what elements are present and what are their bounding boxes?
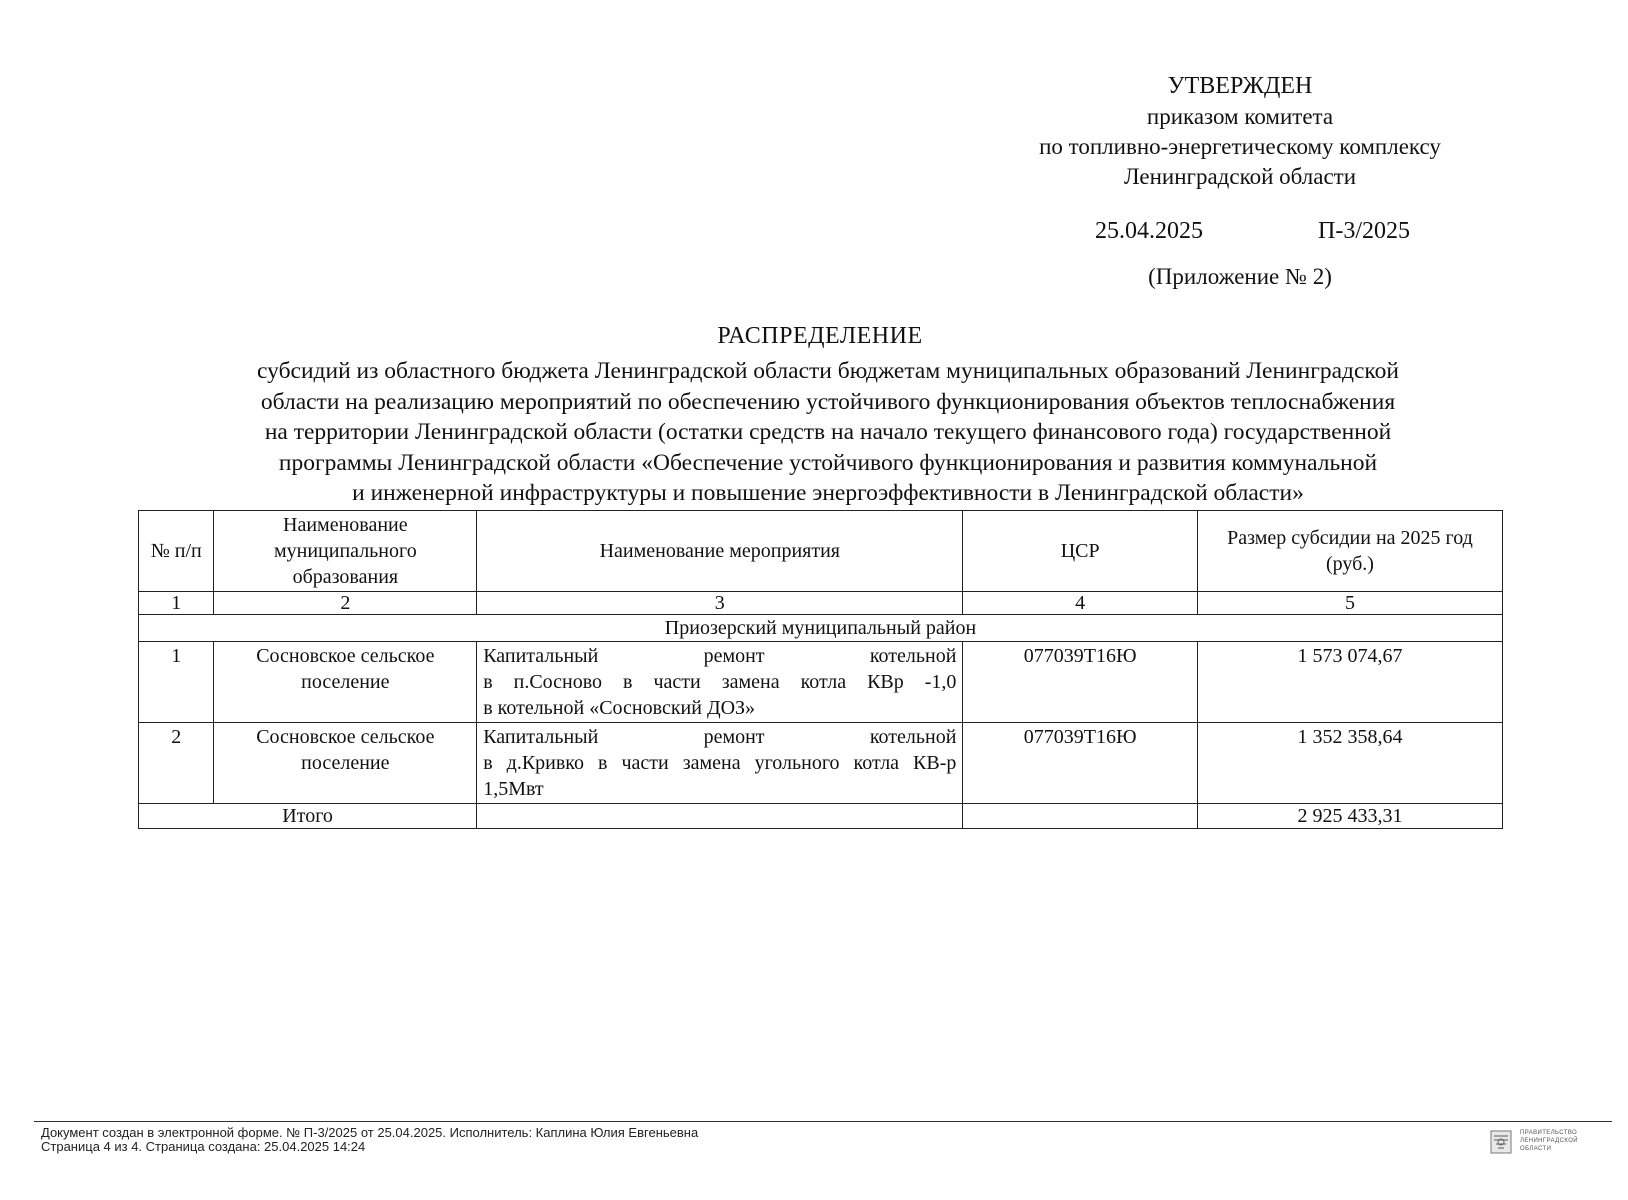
header-amount: Размер субсидии на 2025 год (руб.) [1197,511,1502,592]
document-subtitle [168,356,1488,509]
approval-line-2: по топливно-энергетическому комплексу [1039,134,1441,159]
footer-divider [34,1121,1612,1122]
total-csr-empty [963,804,1198,829]
row-activity [477,723,963,804]
approval-number: П-3/2025 [1318,218,1410,244]
row-amount: 1 352 358,64 [1197,723,1502,804]
table-row [139,723,1503,804]
appendix-label: (Приложение № 2) [1148,264,1332,289]
approval-block [980,70,1500,192]
footer-line-1: Документ создан в электронной форме. № П-3/2025 от 25.04.2025. Исполнитель: Каплина Юлия Евгеньевна [41,1125,699,1140]
district-name: Приозерский муниципальный район [139,615,1503,642]
activity-line: Капитальный ремонт котельной [483,726,957,748]
column-number: 5 [1197,592,1502,615]
header-activity: Наименование мероприятия [477,511,963,592]
subtitle-line: и инженерной инфраструктуры и повышение энергоэффективности в Ленинградской области» [352,480,1304,506]
approval-date: 25.04.2025 [1095,218,1203,244]
activity-line: в котельной «Сосновский ДОЗ» [483,697,756,719]
column-number: 1 [139,592,214,615]
total-label: Итого [139,804,477,829]
district-row [139,615,1503,642]
approval-line-1: приказом комитета [1146,104,1334,129]
total-amount: 2 925 433,31 [1197,804,1502,829]
table-row [139,642,1503,723]
total-activity-empty [477,804,963,829]
footer-line-2: Страница 4 из 4. Страница создана: 25.04.2025 14:24 [41,1139,366,1154]
header-no: № п/п [139,511,214,592]
activity-line: в д.Кривко в части замена угольного котла КВ-р [483,752,957,774]
row-municipality: Сосновское сельское поселение [214,723,477,804]
row-csr: 077039Т16Ю [963,642,1198,723]
subtitle-line: на территории Ленинградской области (остатки средств на начало текущего финансового года) государственной [264,419,1392,445]
column-number: 3 [477,592,963,615]
activity-line: Капитальный ремонт котельной [483,645,957,667]
footer-info [41,1126,698,1154]
header-csr: ЦСР [963,511,1198,592]
column-number: 4 [963,592,1198,615]
subtitle-line: области на реализацию мероприятий по обеспечению устойчивого функционирования объектов теплоснабжения [260,388,1396,415]
coat-of-arms-icon [1490,1130,1512,1154]
org-line: ЛЕНИНГРАДСКОЙ [1520,1138,1578,1144]
activity-line: в п.Сосново в части замена котла КВр -1,0 [483,671,957,693]
table-header-row [139,511,1503,592]
row-municipality: Сосновское сельское поселение [214,642,477,723]
total-row [139,804,1503,829]
row-no: 1 [139,642,214,723]
approval-heading: УТВЕРЖДЕН [1167,73,1313,99]
org-line: ОБЛАСТИ [1520,1146,1552,1152]
subtitle-line: субсидий из областного бюджета Ленинградской области бюджетам муниципальных образований Ленинградской [257,358,1399,384]
distribution-table [138,510,1503,829]
row-csr: 077039Т16Ю [963,723,1198,804]
row-amount: 1 573 074,67 [1197,642,1502,723]
row-activity [477,642,963,723]
org-line: ПРАВИТЕЛЬСТВО [1520,1130,1578,1136]
header-municipality: Наименование муниципального образования [214,511,477,592]
column-number: 2 [214,592,477,615]
subtitle-line: программы Ленинградской области «Обеспечение устойчивого функционирования и развития коммунальной [278,449,1378,476]
column-numbers-row [139,592,1503,615]
activity-line: 1,5Мвт [483,778,544,800]
approval-line-3: Ленинградской области [1123,164,1357,189]
document-title: РАСПРЕДЕЛЕНИЕ [717,323,923,349]
row-no: 2 [139,723,214,804]
footer-organization [1520,1129,1610,1153]
